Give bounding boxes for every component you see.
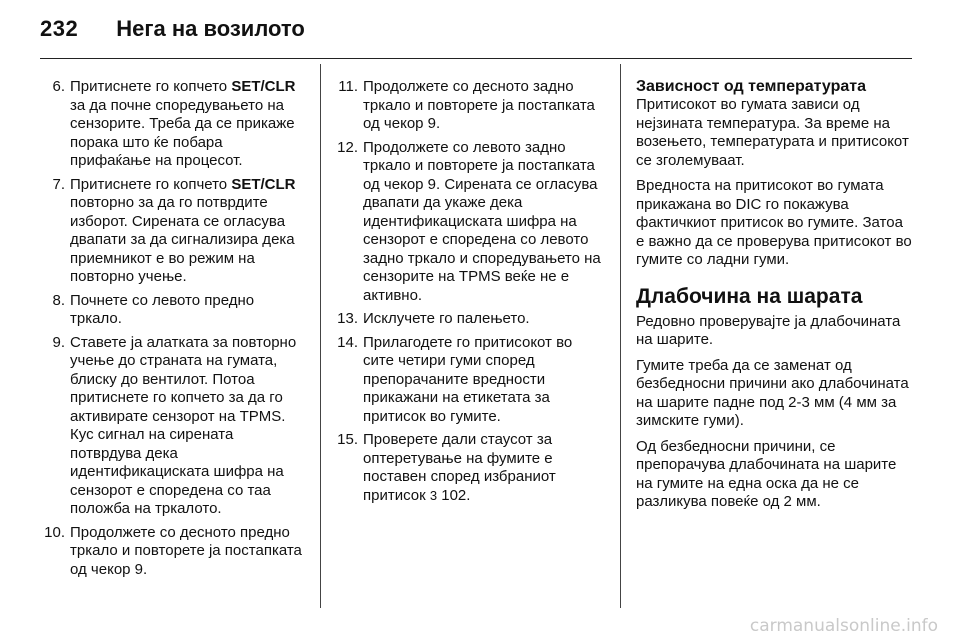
step-text-post: за да почне споредувањето на сензорите. Треба да се прикаже порака што ќе побара прифаќање на процесот.	[70, 96, 295, 169]
step-text-pre: Притиснете го копчето	[70, 78, 232, 95]
step-number: 7.	[52, 175, 65, 193]
step-number: 15.	[337, 431, 358, 448]
list-item	[40, 78, 302, 171]
paragraph: Притисокот во гумата зависи од нејзината температура. За време на возењето, температурата и притисокот се зголемуваат.	[636, 96, 909, 169]
step-number: 10.	[44, 523, 65, 541]
page-reference[interactable]: 102.	[437, 486, 471, 504]
button-label: SET/CLR	[231, 78, 296, 95]
column-3	[636, 78, 912, 519]
step-text: Исклучете го палењето.	[363, 310, 530, 327]
step-text: Продолжете со левото задно тркало и повторете ја постапката од чекор 9. Сирената се огласува двапати да укаже дека идентификациската шифра на сензорот е споредена со левото задно тркало и споредувањето на сензорите на TPMS веќе не е активно.	[363, 138, 601, 304]
header-rule	[40, 58, 912, 59]
list-item	[333, 139, 605, 306]
list-item	[40, 524, 302, 580]
paragraph: Гумите треба да се заменат од безбедносни причини ако длабочината на шарите падне под 2-3 мм (4 мм за зимските гуми).	[636, 356, 909, 429]
paragraph: Од безбедносни причини, се препорачува длабочината на шарите на гумите на една оска да не се разликува повеќе од 2 мм.	[636, 437, 897, 510]
list-item	[333, 334, 605, 427]
paragraph: Редовно проверувајте ја длабочината на шарите.	[636, 312, 901, 348]
heading-tread-depth: Длабочина на шарата	[636, 284, 863, 308]
step-number: 9.	[52, 333, 65, 351]
step-number: 13.	[337, 310, 358, 327]
step-text: Почнете со левото предно тркало.	[70, 291, 255, 327]
watermark: carmanualsonline.info	[749, 616, 938, 636]
list-item	[333, 78, 605, 134]
column-divider	[620, 64, 621, 608]
step-text-pre: Притиснете го копчето	[70, 175, 232, 193]
step-text-pre: Проверете дали стаусот за оптеретување на фумите е поставен според избраниот притисок	[363, 431, 556, 504]
button-label: SET/CLR	[231, 175, 296, 193]
step-text: Продолжете со десното задно тркало и повторете ја постапката од чекор 9.	[363, 78, 595, 132]
column-2	[333, 78, 605, 510]
step-number: 14.	[337, 333, 358, 351]
step-text: Прилагодете го притисокот во сите четири гуми според препорачаните вредности прикажани на етикетата за притисок во гумите.	[363, 333, 573, 425]
list-item	[40, 176, 302, 287]
step-text: Продолжете со десното предно тркало и повторете ја постапката од чекор 9.	[70, 523, 302, 578]
list-item	[40, 334, 302, 519]
paragraph: Вредноста на притисокот во гумата прикажана во DIC го покажува фактичкиот притисок во гумите. Затоа е важно да се проверува притисокот во гумите со ладни гуми.	[636, 177, 912, 268]
step-text: Ставете ја алатката за повторно учење до страната на гумата, блиску до вентилот. Потоа притиснете го копчето за да го активирате сензорот на TPMS. Кус сигнал на сирената потврдува дека идентификациската шифра на сензорот е споредена со таа положба на тркалото.	[70, 333, 297, 517]
list-item	[40, 292, 302, 329]
page-header	[40, 16, 305, 50]
step-number: 11.	[338, 78, 358, 95]
list-item	[333, 310, 605, 329]
step-text-post: повторно за да го потврдите изборот. Сирената се огласува двапати за да сигнализира дека приемникот е во режим на повторно учење.	[70, 194, 295, 285]
step-text	[70, 78, 302, 171]
section-title: Нега на возилото	[116, 16, 305, 41]
step-number: 8.	[52, 291, 65, 309]
column-1	[40, 78, 302, 584]
subheading-temperature: Зависност од температурата	[636, 78, 866, 95]
step-number: 6.	[52, 78, 65, 95]
page-reference-icon[interactable]: 3	[429, 487, 438, 503]
column-divider	[320, 64, 321, 608]
list-item	[333, 431, 605, 505]
step-text	[70, 176, 302, 287]
step-number: 12.	[337, 138, 358, 156]
page-number: 232	[40, 16, 79, 41]
step-text	[363, 431, 605, 505]
